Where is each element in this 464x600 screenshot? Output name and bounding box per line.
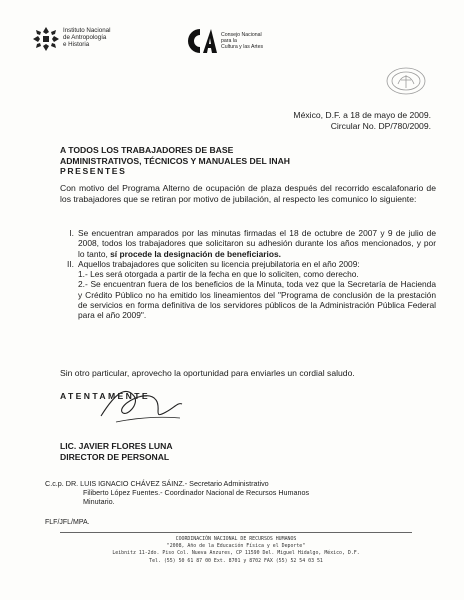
ccp-recipient-3: Minutario.	[83, 497, 115, 506]
list-item	[60, 259, 436, 269]
item-1-text: Se encuentran amparados por las minutas firmadas el 18 de octubre de 2007 y 9 de julio de 2008, todos los trabajadores que solicitaron su adhesión durante los años mencionados, y por lo tanto,	[78, 228, 436, 259]
reference-initials: FLF/JFL/MPA.	[45, 519, 90, 526]
inah-logo-icon	[32, 26, 60, 52]
item-1-bold: sí procede la designación de beneficiarios.	[110, 248, 281, 259]
inah-line-2: de Antropología	[63, 34, 107, 41]
ccp-label: C.c.p.	[45, 479, 64, 488]
ccp-recipient-2: Filiberto López Fuentes.- Coordinador Nacional de Recursos Humanos	[83, 488, 310, 497]
signer-title: DIRECTOR DE PERSONAL	[60, 451, 170, 462]
item-number: I.	[69, 228, 74, 238]
letter-date: México, D.F. a 18 de mayo de 2009.	[293, 110, 431, 120]
addressee-block	[60, 145, 400, 177]
item-2-text: Aquellos trabajadores que soliciten su licencia prejubilatoria en el año 2009:	[78, 258, 360, 269]
cna-line-2: para la	[221, 38, 237, 44]
sub-item-1: 1.- Les será otorgada a partir de la fecha en que lo soliciten, como derecho.	[78, 269, 359, 280]
footer-line-3: Leibnitz 11-2do. Piso Col. Nueva Anzures, CP 11590 Del. Miguel Hidalgo, México, D.F.	[112, 550, 360, 557]
conaculta-name	[221, 32, 301, 50]
addressee-line-1: A TODOS LOS TRABAJADORES DE BASE	[60, 145, 234, 155]
addressee-presentes: PRESENTES	[60, 166, 127, 176]
footer-line-4: Tel. (55) 50 61 87 00 Ext. 8701 y 8702 FAX (55) 52 54 03 51	[149, 557, 323, 564]
item-number: II.	[67, 258, 74, 269]
atentamente-label: ATENTAMENTE	[60, 391, 151, 401]
footer-line-1: COORDINACIÓN NACIONAL DE RECURSOS HUMANOS	[175, 536, 297, 542]
items-list	[60, 228, 436, 321]
inah-line-3: e Historia	[63, 41, 90, 48]
item-1-body	[78, 228, 436, 259]
signer-block	[60, 441, 173, 462]
ccp-recipient-1: DR. LUIS IGNACIO CHÁVEZ SÁINZ.- Secretario Administrativo	[65, 479, 269, 488]
handwritten-signature	[96, 382, 186, 428]
national-seal-icon	[384, 66, 428, 96]
conaculta-logo-icon	[186, 26, 218, 56]
list-item	[60, 228, 436, 259]
footer-line-2: "2008, Año de la Educación Física y el Deporte"	[166, 543, 306, 550]
sub-item-2: 2.- Se encuentran fuera de los beneficios de la Minuta, toda vez que la Secretaría de Hacienda y Crédito Público no ha emitido los lineamientos del "Programa de conclusión de la prestación de servicios en forma definitiva de los servidores públicos de la Administración Pública Federal para el año 2009".	[78, 279, 436, 321]
intro-paragraph: Con motivo del Programa Alterno de ocupación de plaza después del recorrido escalafonario de los trabajadores que se retiran por motivo de jubilación, al respecto les comunico lo siguiente:	[60, 183, 436, 204]
cna-line-1: Consejo Nacional	[221, 32, 262, 38]
signer-name: LIC. JAVIER FLORES LUNA	[60, 441, 173, 451]
addressee-line-2: ADMINISTRATIVOS, TÉCNICOS Y MANUALES DEL INAH	[60, 155, 290, 166]
cna-line-3: Cultura y las Artes	[221, 44, 264, 50]
closing-line: Sin otro particular, aprovecho la oportunidad para enviarles un cordial saludo.	[60, 368, 355, 378]
footer-block	[60, 536, 412, 565]
footer-divider	[60, 532, 412, 533]
inah-line-1: Instituto Nacional	[63, 27, 111, 34]
ccp-block	[45, 479, 425, 506]
circular-number: Circular No. DP/780/2009.	[330, 121, 431, 131]
inah-name	[63, 27, 133, 48]
